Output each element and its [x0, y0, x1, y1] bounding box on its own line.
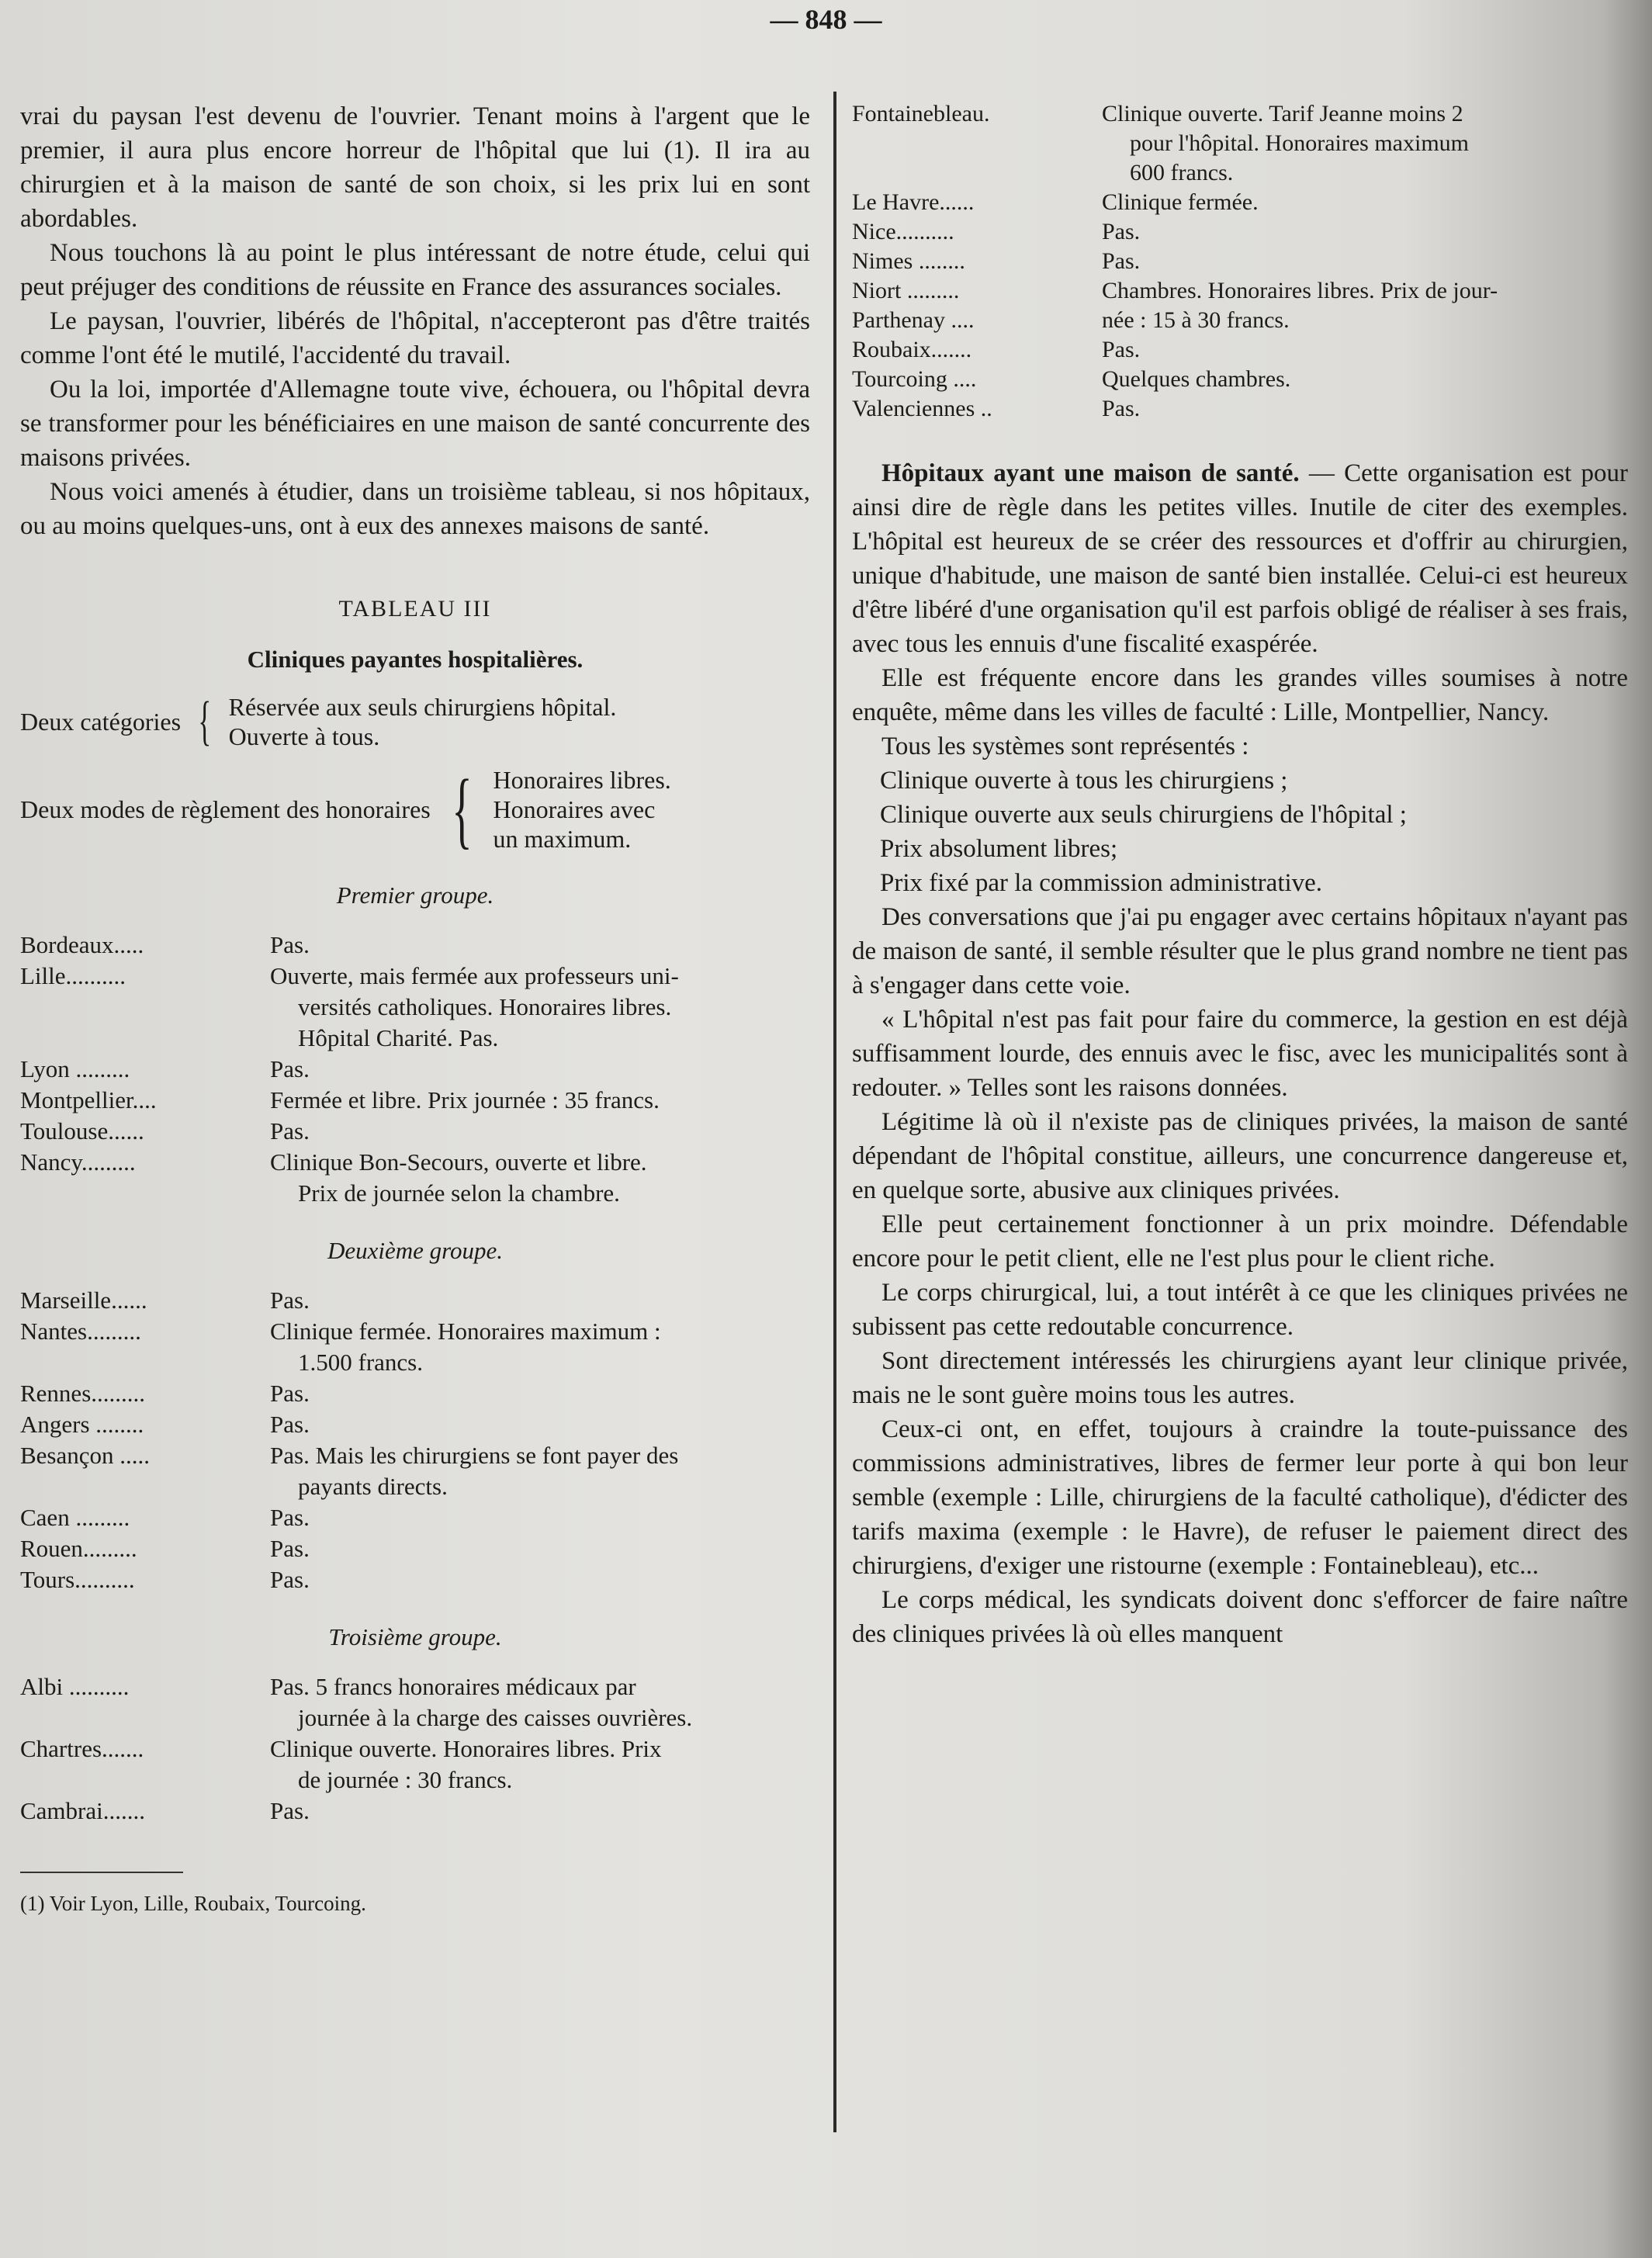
row-text [270, 1054, 810, 1085]
row-city: Fontainebleau. [852, 101, 990, 126]
row-city: Caen ......... [20, 1504, 130, 1531]
table-row [852, 394, 1628, 424]
row-city: Rennes......... [20, 1380, 146, 1407]
row-text-line: Clinique fermée. Honoraires maximum : [270, 1318, 661, 1345]
row-text-line: Clinique ouverte. Tarif Jeanne moins 2 [1102, 101, 1463, 126]
modes-row [20, 762, 810, 857]
row-city: Marseille...... [20, 1287, 147, 1314]
row-city: Valenciennes .. [852, 396, 992, 421]
table-row [20, 1316, 810, 1378]
row-city: Lille.......... [20, 962, 126, 989]
row-city: Rouen......... [20, 1535, 137, 1562]
row-text [1102, 247, 1628, 276]
row-text-line: Pas. [270, 1566, 310, 1593]
category-item: Réservée aux seuls chirurgiens hôpital. [228, 693, 617, 721]
mode-item: Honoraires libres. [493, 766, 671, 794]
row-text-line: 1.500 francs. [298, 1349, 423, 1376]
row-text-line: pour l'hôpital. Honoraires maximum [1130, 130, 1469, 156]
row-text-line: Pas. [270, 1535, 310, 1562]
table-title: TABLEAU III [338, 596, 492, 622]
row-city: Roubaix....... [852, 337, 972, 362]
table-row [20, 1147, 810, 1209]
row-text-line: Pas. [1102, 337, 1141, 362]
row-text-line: Hôpital Charité. Pas. [298, 1024, 499, 1051]
table-row [20, 1440, 810, 1502]
row-text-line: Quelques chambres. [1102, 366, 1291, 392]
table-row [20, 1085, 810, 1116]
right-column [852, 99, 1628, 1651]
row-text-line: Pas. [270, 1504, 310, 1531]
column-divider [833, 92, 836, 2132]
row-text [270, 961, 810, 1054]
row-text [1102, 335, 1628, 365]
row-text-line: Pas. [270, 1055, 310, 1082]
row-text [1102, 306, 1628, 335]
table-row [852, 217, 1628, 247]
row-text [270, 1147, 810, 1209]
footnote-rule [20, 1872, 183, 1873]
mode-item: Honoraires avec [493, 795, 656, 823]
row-text [270, 1564, 810, 1595]
footnote: (1) Voir Lyon, Lille, Roubaix, Tourcoing. [20, 1892, 366, 1915]
row-text-line: Pas. [270, 931, 310, 958]
right-table [852, 99, 1628, 424]
row-city: Lyon ......... [20, 1055, 130, 1082]
row-text-line: Ouverte, mais fermée aux professeurs uni- [270, 962, 679, 989]
row-text [270, 1733, 810, 1796]
table-row [852, 188, 1628, 217]
group-title: Premier groupe. [336, 881, 494, 909]
row-city: Tours.......... [20, 1566, 135, 1593]
row-city: Nantes......... [20, 1318, 141, 1345]
system-item: Prix fixé par la commission administrative. [880, 869, 1323, 897]
row-city: Niort ......... [852, 278, 960, 303]
row-city: Toulouse...... [20, 1117, 144, 1145]
table-row [20, 1671, 810, 1733]
systems-intro: Tous les systèmes sont représentés : [881, 732, 1249, 760]
row-text [1102, 217, 1628, 247]
row-text-line: Clinique Bon-Secours, ouverte et libre. [270, 1148, 647, 1176]
table-row [852, 247, 1628, 276]
paragraph: Nous touchons là au point le plus intéressant de notre étude, celui qui peut préjuger des conditions de réussite en France des assurances sociales. [20, 239, 810, 301]
row-text-line: Pas. 5 francs honoraires médicaux par [270, 1673, 636, 1700]
row-text [270, 1533, 810, 1564]
table-row [852, 365, 1628, 394]
category-item: Ouverte à tous. [228, 722, 380, 750]
table-row [20, 1733, 810, 1796]
row-text-line: Pas. [270, 1117, 310, 1145]
paragraph: Des conversations que j'ai pu engager avec certains hôpitaux n'ayant pas de maison de santé, il semble résulter que le plus grand nombre ne tient pas à s'engager dans cette voie. [852, 903, 1628, 999]
row-text [270, 1316, 810, 1378]
system-item: Prix absolument libres; [880, 835, 1118, 863]
paragraph: vrai du paysan l'est devenu de l'ouvrier. Tenant moins à l'argent que le premier, il aura plus encore horreur de l'hôpital que lui (1). Il ira au chirurgien et à la maison de santé de son choix, si les prix lui en sont abordables. [20, 102, 810, 233]
categories-row [20, 692, 810, 751]
table-row [20, 930, 810, 961]
paragraph: Ceux-ci ont, en effet, toujours à craindre la toute-puissance des commissions administratives, libres de fermer leur porte à qui bon leur semble (exemple : Lille, chirurgiens de la faculté catholique), d'édicter des tarifs maxima (exemple : le Havre), de refuser le paiement direct des chirurgiens, d'exiger une ristourne (exemple : Fontainebleau), etc... [852, 1415, 1628, 1580]
left-column [20, 99, 810, 1916]
row-text-line: de journée : 30 francs. [298, 1766, 513, 1793]
row-text [1102, 188, 1628, 217]
group-title: Deuxième groupe. [327, 1237, 504, 1264]
row-text-line: Pas. [270, 1287, 310, 1314]
row-city: Albi .......... [20, 1673, 130, 1700]
table-row [852, 99, 1628, 188]
paragraph: Le corps chirurgical, lui, a tout intérêt à ce que les cliniques privées ne subissent pas cette redoutable concurrence. [852, 1279, 1628, 1341]
paragraph: Elle peut certainement fonctionner à un prix moindre. Défendable encore pour le petit client, elle ne l'est plus pour le client riche. [852, 1210, 1628, 1273]
table-row [20, 1502, 810, 1533]
row-text-line: payants directs. [298, 1473, 448, 1500]
page-number: — 848 — [770, 4, 882, 35]
table-groups [20, 881, 810, 1827]
row-text [270, 1285, 810, 1316]
table-row [20, 1054, 810, 1085]
row-text-line: Pas. [1102, 396, 1141, 421]
row-text [270, 930, 810, 961]
row-city: Besançon ..... [20, 1442, 151, 1469]
table-row [20, 1378, 810, 1409]
row-text [270, 1502, 810, 1533]
row-text [1102, 276, 1628, 306]
table-row [20, 1409, 810, 1440]
table-row [20, 1285, 810, 1316]
brace-icon: { [451, 762, 473, 857]
row-text-line: versités catholiques. Honoraires libres. [298, 993, 672, 1020]
table-row [20, 1533, 810, 1564]
row-text [270, 1440, 810, 1502]
table-row [20, 1116, 810, 1147]
row-text-line: Pas. [1102, 248, 1141, 274]
row-city: Tourcoing .... [852, 366, 977, 392]
table-row [852, 335, 1628, 365]
section-heading: Hôpitaux ayant une maison de santé. [881, 459, 1300, 487]
row-text-line: Pas. [270, 1411, 310, 1438]
table-subtitle: Cliniques payantes hospitalières. [247, 646, 584, 673]
row-text-line: Fermée et libre. Prix journée : 35 francs. [270, 1086, 660, 1113]
paragraph: Légitime là où il n'existe pas de cliniques privées, la maison de santé dépendant de l'hôpital constitue, ailleurs, une concurrence dangereuse et, en quelque sorte, abusive aux cliniques privées. [852, 1108, 1628, 1204]
row-city: Bordeaux..... [20, 931, 144, 958]
modes-label: Deux modes de règlement des honoraires [20, 795, 431, 823]
paragraph: « L'hôpital n'est pas fait pour faire du commerce, la gestion en est déjà suffisamment lourde, des ennuis avec le fisc, avec les municipalités sont à redouter. » Telles sont les raisons données. [852, 1006, 1628, 1102]
row-text-line: 600 francs. [1130, 160, 1234, 185]
system-item: Clinique ouverte à tous les chirurgiens ; [880, 767, 1288, 795]
categories-items [229, 692, 617, 751]
paragraph: Elle est fréquente encore dans les grandes villes soumises à notre enquête, même dans les villes de faculté : Lille, Montpellier, Nancy. [852, 664, 1628, 726]
row-text-line: Clinique fermée. [1102, 189, 1259, 215]
table-row [852, 306, 1628, 335]
row-text [270, 1085, 810, 1116]
categories-label: Deux catégories [20, 708, 182, 736]
row-text-line: Prix de journée selon la chambre. [298, 1179, 620, 1207]
paragraph: Ou la loi, importée d'Allemagne toute vive, échouera, ou l'hôpital devra se transformer pour les bénéficiaires en une maison de santé concurrente des maisons privées. [20, 376, 810, 472]
row-text-line: journée à la charge des caisses ouvrières. [298, 1704, 693, 1731]
row-city: Nimes ........ [852, 248, 965, 274]
row-city: Nancy......... [20, 1148, 136, 1176]
table-row [20, 1796, 810, 1827]
row-text-line: Clinique ouverte. Honoraires libres. Prix [270, 1735, 662, 1762]
table-row [20, 961, 810, 1054]
row-text [270, 1671, 810, 1733]
paragraph: Sont directement intéressés les chirurgiens ayant leur clinique privée, mais ne le sont guère moins tous les autres. [852, 1347, 1628, 1409]
section-paragraph [852, 456, 1628, 661]
row-city: Cambrai....... [20, 1797, 145, 1824]
row-city: Montpellier.... [20, 1086, 157, 1113]
row-text-line: née : 15 à 30 francs. [1102, 307, 1290, 333]
row-text-line: Pas. Mais les chirurgiens se font payer des [270, 1442, 679, 1469]
modes-items [494, 765, 671, 854]
row-text [1102, 394, 1628, 424]
row-text [1102, 365, 1628, 394]
row-city: Angers ........ [20, 1411, 144, 1438]
row-text [270, 1378, 810, 1409]
section-text: — Cette organisation est pour ainsi dire de règle dans les petites villes. Inutile de citer des exemples. L'hôpital est heureux de se créer des ressources et d'offrir au chirurgien, unique d'habitude, une maison de santé bien installée. Celui-ci est heureux d'être libéré d'une organisation qu'il est parfois obligé de réaliser à ses frais, avec tous les ennuis d'une fiscalité exaspérée. [852, 459, 1628, 658]
row-city: Parthenay .... [852, 307, 975, 333]
table-row [852, 276, 1628, 306]
paragraph: Le corps médical, les syndicats doivent donc s'efforcer de faire naître des cliniques privées là où elles manquent [852, 1586, 1628, 1648]
row-city: Le Havre...... [852, 189, 975, 215]
table-row [20, 1564, 810, 1595]
paragraph: Nous voici amenés à étudier, dans un troisième tableau, si nos hôpitaux, ou au moins quelques-uns, ont à eux des annexes maisons de santé. [20, 478, 810, 540]
row-text [1102, 99, 1628, 188]
row-text-line: Pas. [270, 1797, 310, 1824]
mode-item: un maximum. [493, 825, 632, 853]
paragraph: Le paysan, l'ouvrier, libérés de l'hôpital, n'accepteront pas d'être traités comme l'ont été le mutilé, l'accidenté du travail. [20, 307, 810, 369]
row-text [270, 1409, 810, 1440]
system-item: Clinique ouverte aux seuls chirurgiens de l'hôpital ; [880, 801, 1407, 829]
row-text-line: Chambres. Honoraires libres. Prix de jour- [1102, 278, 1498, 303]
row-text [270, 1796, 810, 1827]
brace-icon: { [198, 691, 212, 751]
row-city: Chartres....... [20, 1735, 144, 1762]
row-text [270, 1116, 810, 1147]
group-title: Troisième groupe. [328, 1623, 502, 1650]
row-text-line: Pas. [270, 1380, 310, 1407]
row-text-line: Pas. [1102, 219, 1141, 244]
row-city: Nice.......... [852, 219, 954, 244]
